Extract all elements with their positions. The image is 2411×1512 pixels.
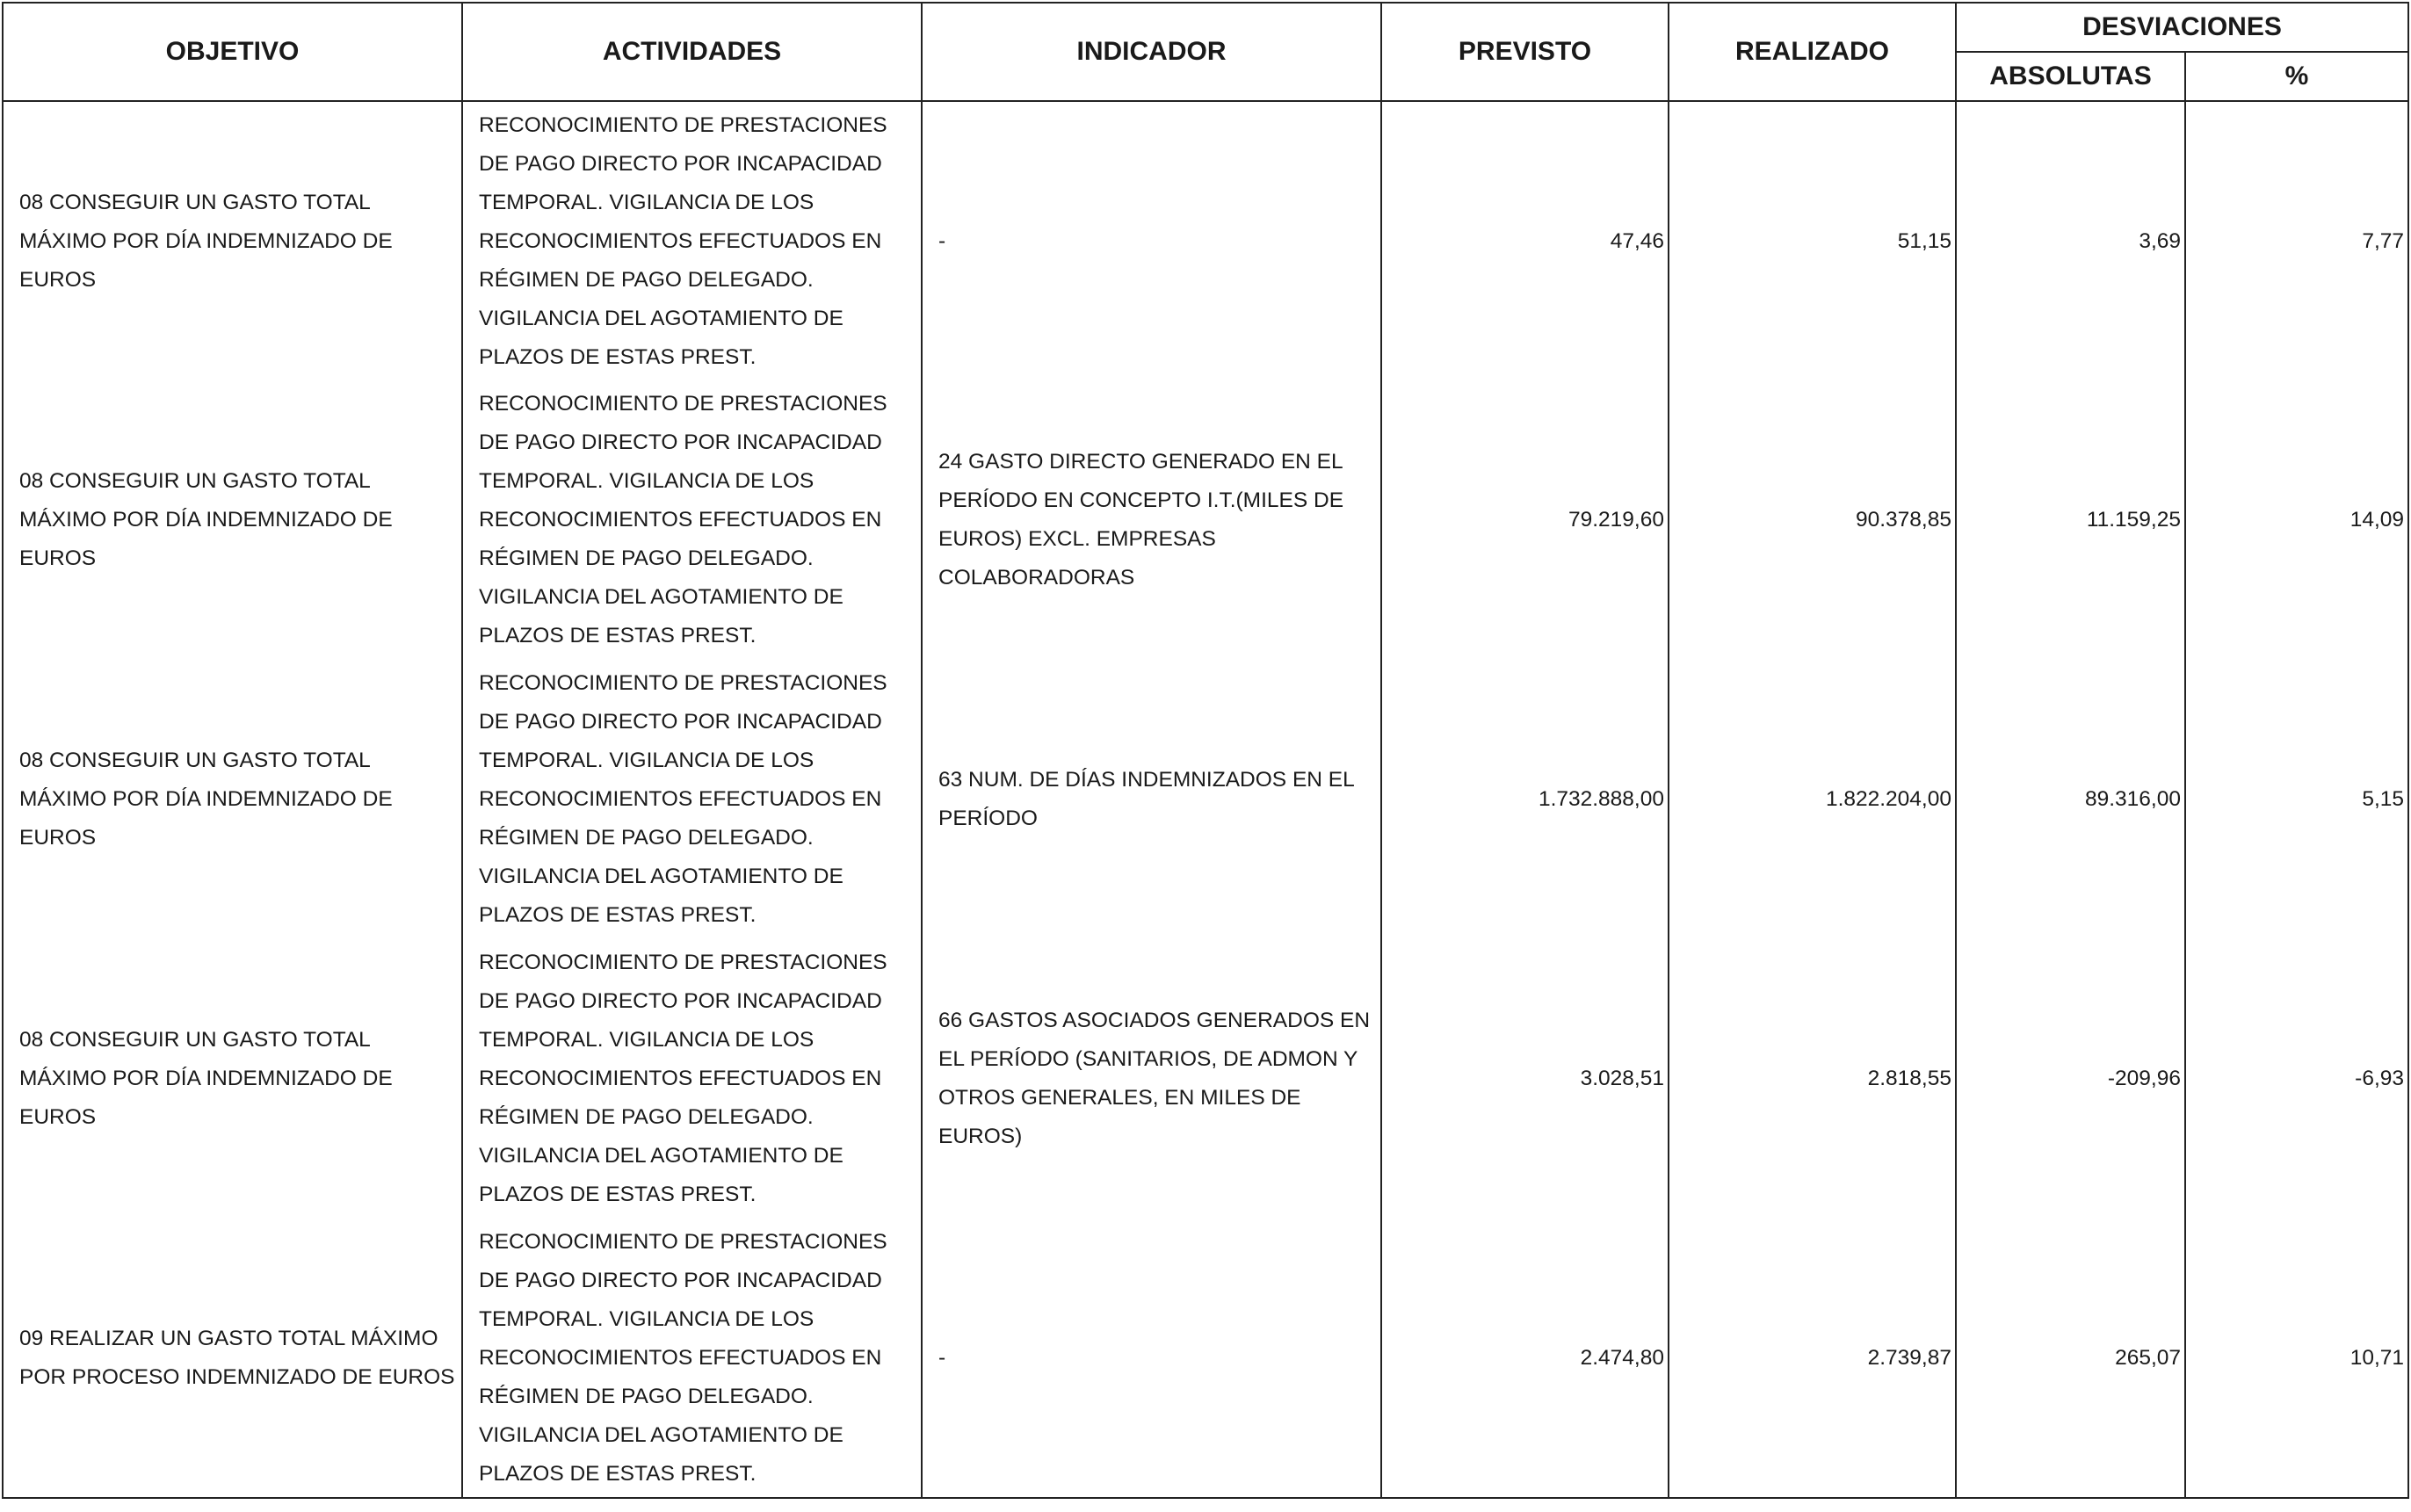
cell-objetivo: 08 CONSEGUIR UN GASTO TOTAL MÁXIMO POR DÍA INDEMNIZADO DE EUROS — [3, 380, 462, 660]
table-header — [3, 3, 2408, 101]
table-row — [3, 939, 2408, 1219]
table-row — [3, 660, 2408, 939]
header-objetivo: OBJETIVO — [3, 3, 462, 101]
cell-previsto: 47,46 — [1381, 101, 1669, 380]
cell-realizado: 51,15 — [1669, 101, 1956, 380]
cell-actividades: RECONOCIMIENTO DE PRESTACIONES DE PAGO DIRECTO POR INCAPACIDAD TEMPORAL. VIGILANCIA DE LOS RECONOCIMIENTOS EFECTUADOS EN RÉGIMEN DE PAGO DELEGADO. VIGILANCIA DEL AGOTAMIENTO DE PLAZOS DE ESTAS PREST. — [462, 660, 922, 939]
table-row — [3, 1219, 2408, 1498]
cell-porcentaje: -6,93 — [2185, 939, 2408, 1219]
cell-indicador: 63 NUM. DE DÍAS INDEMNIZADOS EN EL PERÍODO — [922, 660, 1381, 939]
header-previsto: PREVISTO — [1381, 3, 1669, 101]
cell-absolutas: 265,07 — [1956, 1219, 2185, 1498]
cell-objetivo: 08 CONSEGUIR UN GASTO TOTAL MÁXIMO POR DÍA INDEMNIZADO DE EUROS — [3, 939, 462, 1219]
cell-realizado: 1.822.204,00 — [1669, 660, 1956, 939]
cell-actividades: RECONOCIMIENTO DE PRESTACIONES DE PAGO DIRECTO POR INCAPACIDAD TEMPORAL. VIGILANCIA DE LOS RECONOCIMIENTOS EFECTUADOS EN RÉGIMEN DE PAGO DELEGADO. VIGILANCIA DEL AGOTAMIENTO DE PLAZOS DE ESTAS PREST. — [462, 380, 922, 660]
table-body — [3, 101, 2408, 1498]
cell-objetivo: 08 CONSEGUIR UN GASTO TOTAL MÁXIMO POR DÍA INDEMNIZADO DE EUROS — [3, 101, 462, 380]
cell-indicador: - — [922, 1219, 1381, 1498]
cell-absolutas: 89.316,00 — [1956, 660, 2185, 939]
objectives-table — [2, 2, 2409, 1499]
header-actividades: ACTIVIDADES — [462, 3, 922, 101]
cell-absolutas: 11.159,25 — [1956, 380, 2185, 660]
cell-previsto: 79.219,60 — [1381, 380, 1669, 660]
cell-absolutas: -209,96 — [1956, 939, 2185, 1219]
cell-objetivo: 09 REALIZAR UN GASTO TOTAL MÁXIMO POR PROCESO INDEMNIZADO DE EUROS — [3, 1219, 462, 1498]
cell-objetivo: 08 CONSEGUIR UN GASTO TOTAL MÁXIMO POR DÍA INDEMNIZADO DE EUROS — [3, 660, 462, 939]
header-absolutas: ABSOLUTAS — [1956, 52, 2185, 101]
table-row — [3, 101, 2408, 380]
cell-porcentaje: 10,71 — [2185, 1219, 2408, 1498]
cell-porcentaje: 14,09 — [2185, 380, 2408, 660]
cell-actividades: RECONOCIMIENTO DE PRESTACIONES DE PAGO DIRECTO POR INCAPACIDAD TEMPORAL. VIGILANCIA DE LOS RECONOCIMIENTOS EFECTUADOS EN RÉGIMEN DE PAGO DELEGADO. VIGILANCIA DEL AGOTAMIENTO DE PLAZOS DE ESTAS PREST. — [462, 101, 922, 380]
cell-porcentaje: 5,15 — [2185, 660, 2408, 939]
cell-previsto: 2.474,80 — [1381, 1219, 1669, 1498]
cell-realizado: 2.818,55 — [1669, 939, 1956, 1219]
header-porcentaje: % — [2185, 52, 2408, 101]
header-realizado: REALIZADO — [1669, 3, 1956, 101]
cell-indicador: 24 GASTO DIRECTO GENERADO EN EL PERÍODO EN CONCEPTO I.T.(MILES DE EUROS) EXCL. EMPRESAS COLABORADORAS — [922, 380, 1381, 660]
cell-realizado: 2.739,87 — [1669, 1219, 1956, 1498]
cell-indicador: - — [922, 101, 1381, 380]
header-desviaciones: DESVIACIONES — [1956, 3, 2408, 52]
cell-previsto: 3.028,51 — [1381, 939, 1669, 1219]
cell-previsto: 1.732.888,00 — [1381, 660, 1669, 939]
cell-actividades: RECONOCIMIENTO DE PRESTACIONES DE PAGO DIRECTO POR INCAPACIDAD TEMPORAL. VIGILANCIA DE LOS RECONOCIMIENTOS EFECTUADOS EN RÉGIMEN DE PAGO DELEGADO. VIGILANCIA DEL AGOTAMIENTO DE PLAZOS DE ESTAS PREST. — [462, 939, 922, 1219]
cell-absolutas: 3,69 — [1956, 101, 2185, 380]
cell-indicador: 66 GASTOS ASOCIADOS GENERADOS EN EL PERÍODO (SANITARIOS, DE ADMON Y OTROS GENERALES, EN MILES DE EUROS) — [922, 939, 1381, 1219]
cell-realizado: 90.378,85 — [1669, 380, 1956, 660]
header-indicador: INDICADOR — [922, 3, 1381, 101]
table-row — [3, 380, 2408, 660]
cell-actividades: RECONOCIMIENTO DE PRESTACIONES DE PAGO DIRECTO POR INCAPACIDAD TEMPORAL. VIGILANCIA DE LOS RECONOCIMIENTOS EFECTUADOS EN RÉGIMEN DE PAGO DELEGADO. VIGILANCIA DEL AGOTAMIENTO DE PLAZOS DE ESTAS PREST. — [462, 1219, 922, 1498]
cell-porcentaje: 7,77 — [2185, 101, 2408, 380]
